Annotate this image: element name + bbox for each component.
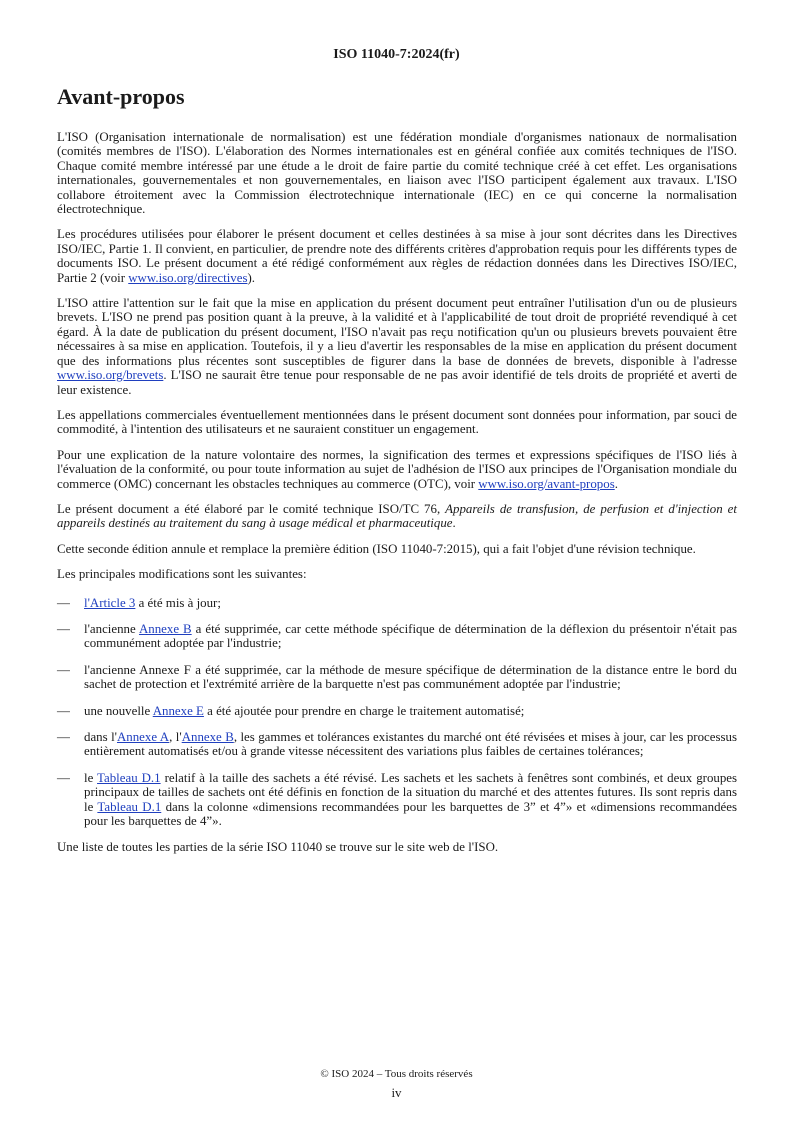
item-prefix: l'ancienne (84, 621, 139, 636)
item-text: a été supprimée, car cette méthode spécifique de détermination de la déflexion du présentoir n'était pas communément adoptée par l'industrie; (84, 621, 737, 651)
paragraph-iso-intro: L'ISO (Organisation internationale de normalisation) est une fédération mondiale d'organismes nationaux de normalisation (comités membres de l'ISO). L'élaboration des Normes internationales est en général confiée aux comités techniques de l'ISO. Chaque comité membre intéressé par une étude a le droit de faire partie du comité technique créé à cet effet. Les organisations internationales, gouvernementales et non gouvernementales, en liaison avec l'ISO participent également aux travaux. L'ISO collabore étroitement avec la Commission électrotechnique internationale (IEC) en ce qui concerne la normalisation électrotechnique. (57, 130, 737, 217)
item-text: , les gammes et tolérances existantes du marché ont été révisées et mises à jour, car les processus entièrement automatisés et/ou à grande vitesse nécessitent des variations plus faibles de certaines tolérances; (84, 730, 737, 759)
item-mid: , l' (169, 730, 182, 744)
item-text: a été mis à jour; (135, 595, 221, 610)
dash-bullet: — (57, 730, 70, 744)
list-item (57, 622, 737, 651)
paragraph-procedures (57, 227, 737, 285)
paragraph-voluntary-nature (57, 448, 737, 491)
list-intro: Les principales modifications sont les suivantes: (57, 567, 307, 582)
foreword-link[interactable]: www.iso.org/avant-propos (478, 476, 615, 491)
annex-a-link[interactable]: Annexe A (116, 730, 170, 744)
dash-bullet: — (57, 621, 70, 636)
page-number: iv (391, 1085, 402, 1100)
page-title: Avant-propos (57, 84, 185, 109)
directives-link[interactable]: www.iso.org/directives (128, 270, 248, 285)
committee-name: Appareils de transfusion, de perfusion et d'injection et appareils destinés au traitement du sang à usage médical et pharmaceutique (57, 501, 737, 531)
paragraph-text: Les procédures utilisées pour élaborer le présent document et celles destinées à sa mise à jour sont décrites dans les Directives ISO/IEC, Partie 1. Il convient, en particulier, de prendre note des différents critères d'approbation requis pour les différents types de documents ISO. Le présent document a été rédigé conformément aux règles de rédaction données dans les Directives ISO/IEC, Partie 2 (voir (57, 227, 737, 285)
item-text: dans la colonne «dimensions recommandées pour les barquettes de 3” et 4”» et «dimensions recommandées pour les barquettes de 4”». (84, 799, 737, 829)
paragraph-tail: . (452, 516, 456, 531)
list-item (57, 730, 737, 759)
paragraph-committee (57, 502, 737, 531)
copyright-footer: © ISO 2024 – Tous droits réservés (320, 1068, 473, 1080)
paragraph-text: Le présent document a été élaboré par le comité technique ISO/TC 76, (57, 501, 446, 516)
document-id-header: ISO 11040-7:2024(fr) (333, 47, 460, 62)
list-item (57, 596, 737, 610)
item-prefix: dans l' (84, 730, 117, 744)
paragraph-text: Pour une explication de la nature volontaire des normes, la signification des termes et expressions spécifiques de l'ISO liés à l'évaluation de la conformité, ou pour toute information au sujet de l'adhésion de l'ISO aux principes de l'Organisation mondiale du commerce (OMC) concernant les obstacles techniques au commerce (OTC), voir (57, 447, 737, 491)
dash-bullet: — (57, 662, 70, 677)
list-item (57, 663, 737, 692)
paragraph-tail: . L'ISO ne saurait être tenue pour responsable de ne pas avoir identifié de tels droits de propriété et averti de leur existence. (57, 368, 737, 397)
paragraph-tail: ). (247, 270, 255, 285)
item-prefix: le (84, 770, 98, 785)
annex-b-link[interactable]: Annexe B (181, 730, 234, 744)
item-text: a été ajoutée pour prendre en charge le traitement automatisé; (203, 703, 525, 718)
item-prefix: une nouvelle (84, 703, 153, 718)
table-d1-link[interactable]: Tableau D.1 (97, 770, 161, 785)
changes-list (57, 596, 737, 829)
dash-bullet: — (57, 595, 70, 610)
annex-b-link[interactable]: Annexe B (138, 621, 192, 636)
paragraph-patents (57, 296, 737, 397)
patents-link[interactable]: www.iso.org/brevets (57, 368, 164, 383)
table-d1-link[interactable]: Tableau D.1 (97, 799, 162, 814)
item-text: l'ancienne Annexe F a été supprimée, car la méthode de mesure spécifique de détermination de la distance entre le bord du sachet de protection et l'extrémité arrière de la barquette n'est pas communément adoptée par l'industrie; (84, 662, 737, 692)
paragraph-text: L'ISO attire l'attention sur le fait que la mise en application du présent document peut entraîner l'utilisation d'un ou de plusieurs brevets. L'ISO ne prend pas position quant à la preuve, à la validité et à l'applicabilité de tout droit de propriété revendiqué à cet égard. À la date de publication du présent document, l'ISO n'avait pas reçu notification qu'un ou plusieurs brevets pouvaient être nécessaires à sa mise en application. Toutefois, il y a lieu d'avertir les responsables de la mise en application du présent document que des informations plus récentes sont susceptibles de figurer dans la base de données de brevets, disponible à l'adresse (57, 296, 737, 368)
article-3-link[interactable]: l'Article 3 (84, 595, 136, 610)
list-item (57, 771, 737, 829)
list-item (57, 704, 737, 718)
paragraph-tail: . (614, 476, 618, 491)
body-content (57, 130, 737, 866)
dash-bullet: — (57, 770, 70, 785)
dash-bullet: — (57, 703, 70, 718)
annex-e-link[interactable]: Annexe E (152, 703, 204, 718)
paragraph-trade-names: Les appellations commerciales éventuellement mentionnées dans le présent document sont données pour information, par souci de commodité, à l'intention des utilisateurs et ne sauraient constituer un engagement. (57, 407, 737, 437)
paragraph-edition: Cette seconde édition annule et remplace la première édition (ISO 11040-7:2015), qui a fait l'objet d'une révision technique. (57, 541, 696, 556)
item-mid: relatif à la taille des sachets a été révisé. Les sachets et les sachets à fenêtres sont combinés, et deux groupes principaux de tailles de sachets ont été définis en fonction de la situation du marché et des attentes futures. Ils sont repris dans le (84, 770, 738, 814)
paragraph-closing: Une liste de toutes les parties de la série ISO 11040 se trouve sur le site web de l'ISO. (57, 840, 499, 855)
